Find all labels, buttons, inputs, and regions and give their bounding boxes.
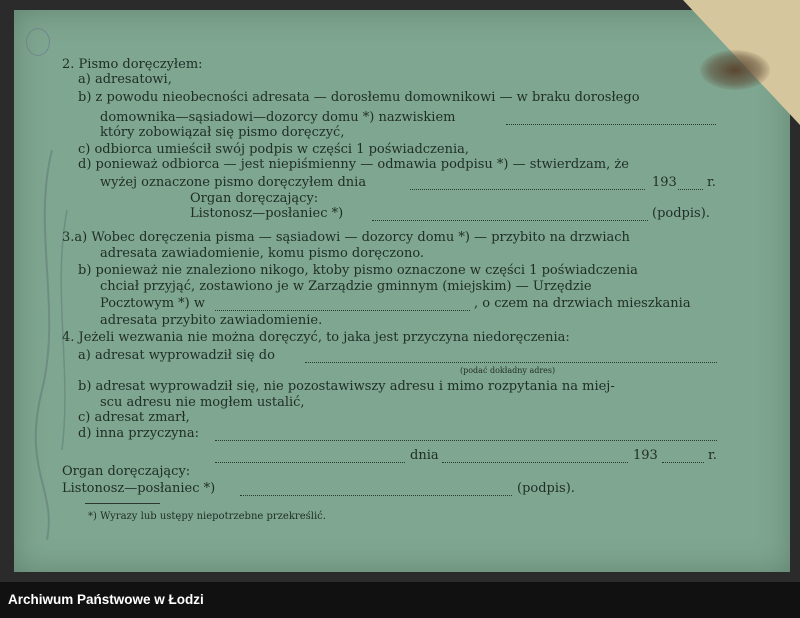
section4-year: 193 [633,448,658,463]
section4-b-line2: scu adresu nie mogłem ustalić, [100,395,305,410]
archive-name: Archiwum Państwowe w Łodzi [8,592,204,607]
section4-organ: Organ doręczający: [62,464,191,479]
footnote-rule [85,503,160,504]
section3-b-line3b: , o czem na drzwiach mieszkania [474,296,691,311]
reason-fill-line [215,440,717,441]
section3-a-line2: adresata zawiadomienie, komu pismo doręczono. [100,246,425,261]
section4-listonosz: Listonosz—posłaniec *) [62,481,216,496]
section4-r: r. [708,448,717,463]
section2-b-line2: domownika—sąsiadowi—dozorcy domu *) nazwiskiem [100,110,456,125]
year-fill-line [678,189,703,190]
section3-b-line4: adresata przybito zawiadomienie. [100,313,323,328]
section2-a: a) adresatowi, [78,72,172,87]
section4-d: d) inna przyczyna: [78,426,200,441]
section2-c: c) odbiorca umieścił swój podpis w części 1 poświadczenia, [78,142,470,157]
section4-b-line1: b) adresat wyprowadził się, nie pozostawiwszy adresu i mimo rozpytania na miej- [78,379,615,394]
section2-year: 193 [652,175,677,190]
section2-podpis: (podpis). [652,206,710,221]
signature-fill-line [372,220,648,221]
section2-d-line1: d) ponieważ odbiorca — jest niepiśmienny — odmawia podpisu *) — stwierdzam, że [78,157,629,172]
section2-d-line2: wyżej oznaczone pismo doręczyłem dnia [100,175,367,190]
section2-listonosz: Listonosz—posłaniec *) [190,206,344,221]
section4-dnia: dnia [410,448,439,463]
date-fill-line [410,189,645,190]
office-fill-line [215,310,470,311]
section2-header: 2. Pismo doręczyłem: [62,57,203,72]
section3-a-line1: 3.a) Wobec doręczenia pisma — sąsiadowi — dozorcy domu *) — przybito na drzwiach [62,230,630,245]
section2-b-line3: który zobowiązał się pismo doręczyć, [100,125,345,140]
section3-b-line3a: Pocztowym *) w [100,296,205,311]
section3-b-line2: chciał przyjąć, zostawiono je w Zarządzie gminnym (miejskim) — Urzędzie [100,279,592,294]
section3-b-line1: b) ponieważ nie znaleziono nikogo, ktoby pismo oznaczone w części 1 poświadczenia [78,263,638,278]
section4-podpis: (podpis). [517,481,575,496]
section2-r: r. [707,175,716,190]
date2-fill-line [442,462,628,463]
name-fill-line [506,124,716,125]
section4-a: a) adresat wyprowadził się do [78,348,275,363]
signature2-fill-line [240,495,512,496]
footnote-text: *) Wyrazy lub ustępy niepotrzebne przekreślić. [88,511,326,522]
section4-c: c) adresat zmarł, [78,410,190,425]
section4-a-hint: (podać dokładny adres) [460,366,556,375]
section4-header: 4. Jeżeli wezwania nie można doręczyć, to jaka jest przyczyna niedoręczenia: [62,330,570,345]
section2-organ: Organ doręczający: [190,191,319,206]
address-fill-line [305,362,717,363]
section2-b-line1: b) z powodu nieobecności adresata — dorosłemu domownikowi — w braku dorosłego [78,90,640,105]
year2-fill-line [662,462,704,463]
place-fill-line [215,462,405,463]
